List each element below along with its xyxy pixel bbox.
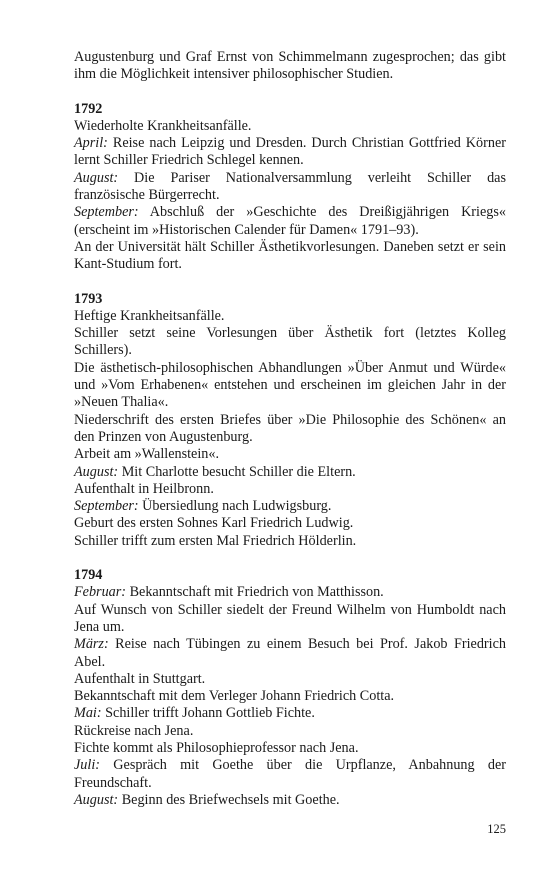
page-number: 125	[487, 822, 506, 836]
entry-label: März:	[74, 636, 109, 653]
entry-text: Arbeit am »Wallenstein«.	[74, 446, 220, 463]
entry	[74, 671, 506, 688]
entry	[74, 308, 506, 325]
entry-text: Mit Charlotte besucht Schiller die Eltern.	[118, 463, 356, 480]
entry	[74, 135, 506, 170]
entry-label: September:	[74, 498, 139, 515]
entry	[74, 533, 506, 550]
entry	[74, 636, 506, 671]
entry-text: Aufenthalt in Stuttgart.	[74, 670, 206, 687]
entry-text: Wiederholte Krankheitsanfälle.	[74, 117, 252, 134]
entry-text: Bekanntschaft mit Friedrich von Matthisson.	[126, 584, 384, 601]
entry	[74, 481, 506, 498]
entry-text: Fichte kommt als Philosophieprofessor nach Jena.	[74, 739, 359, 756]
year-section-1793	[74, 291, 506, 550]
entry-text: Die Pariser Nationalversammlung verleiht Schiller das französische Bürgerrecht.	[74, 169, 506, 204]
entry-text: Rückreise nach Jena.	[74, 722, 194, 739]
entry-text: Aufenthalt in Heilbronn.	[74, 480, 214, 497]
entry	[74, 584, 506, 601]
entry-label: April:	[74, 135, 108, 152]
entry	[74, 239, 506, 274]
year-heading: 1792	[74, 100, 103, 117]
entry	[74, 688, 506, 705]
entry	[74, 792, 506, 809]
year-heading: 1793	[74, 290, 103, 307]
entry	[74, 602, 506, 637]
entry-label: September:	[74, 204, 139, 221]
entry	[74, 498, 506, 515]
entry-text: Heftige Krankheitsanfälle.	[74, 307, 225, 324]
entry-text: Auf Wunsch von Schiller siedelt der Freund Wilhelm von Humboldt nach Jena um.	[74, 601, 506, 635]
entry	[74, 118, 506, 135]
entry-label: Juli:	[74, 757, 100, 774]
entry-text: Reise nach Tübingen zu einem Besuch bei Prof. Jakob Friedrich Abel.	[74, 636, 506, 670]
entry-text: Niederschrift des ersten Briefes über »Die Philosophie des Schönen« an den Prinzen von Augustenburg.	[74, 411, 506, 445]
entry	[74, 464, 506, 481]
entry-text: Schiller trifft zum ersten Mal Friedrich Hölderlin.	[74, 532, 357, 549]
entry-text: Beginn des Briefwechsels mit Goethe.	[118, 791, 340, 808]
entry-text: Geburt des ersten Sohnes Karl Friedrich Ludwig.	[74, 515, 354, 532]
entry	[74, 705, 506, 722]
entry-text: Reise nach Leipzig und Dresden. Durch Christian Gottfried Körner lernt Schiller Friedrich Schlegel kennen.	[74, 135, 506, 169]
year-section-1792	[74, 101, 506, 274]
year-section-1794	[74, 567, 506, 809]
entry-text: Schiller setzt seine Vorlesungen über Ästhetik fort (letztes Kolleg Schillers).	[74, 325, 506, 359]
entry-label: August:	[74, 169, 119, 186]
entry-text: Übersiedlung nach Ludwigsburg.	[138, 498, 332, 515]
entry	[74, 757, 506, 792]
entry-label: August:	[74, 791, 119, 808]
entry-label: Februar:	[74, 584, 127, 601]
entry-label: August:	[74, 463, 119, 480]
intro-paragraph: Augustenburg und Graf Ernst von Schimmelmann zugesprochen; das gibt ihm die Möglichkeit intensiver philosophischer Studien.	[74, 49, 506, 83]
entry	[74, 515, 506, 532]
entry	[74, 723, 506, 740]
year-heading: 1794	[74, 567, 103, 584]
entry-text: An der Universität hält Schiller Ästhetikvorlesungen. Daneben setzt er sein Kant-Studium fort.	[74, 238, 506, 273]
entry-text: Schiller trifft Johann Gottlieb Fichte.	[101, 705, 315, 722]
entry-text: Die ästhetisch-philosophischen Abhandlungen »Über Anmut und Würde« und »Vom Erhabenen« entstehen und erscheinen im gleichen Jahr in der »Neuen Thalia«.	[74, 359, 506, 411]
entry	[74, 204, 506, 239]
entry	[74, 360, 506, 412]
entry-text: Gespräch mit Goethe über die Urpflanze, Anbahnung der Freundschaft.	[74, 757, 506, 791]
entry-label: Mai:	[74, 705, 102, 722]
page-body	[74, 49, 506, 809]
entry	[74, 170, 506, 205]
entry	[74, 740, 506, 757]
entry	[74, 446, 506, 463]
entry-text: Bekanntschaft mit dem Verleger Johann Friedrich Cotta.	[74, 688, 395, 705]
entry	[74, 412, 506, 447]
entry	[74, 325, 506, 360]
entry-text: Abschluß der »Geschichte des Dreißigjährigen Kriegs« (erscheint im »Historischen Calender für Damen« 1791–93).	[74, 204, 506, 238]
